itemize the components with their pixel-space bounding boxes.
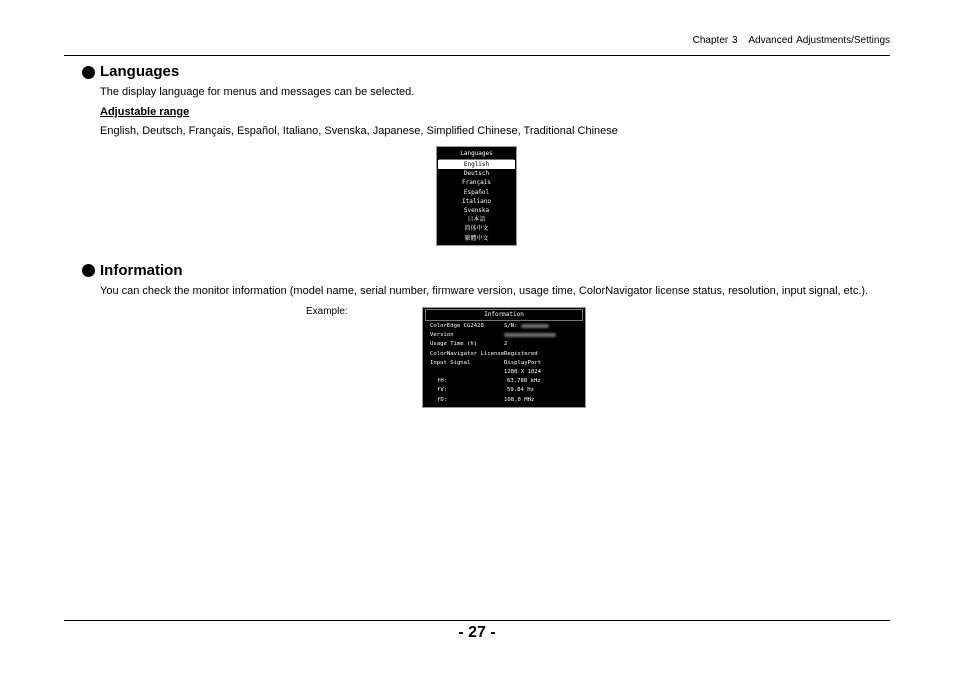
usage-time-label: Usage Time (h)	[430, 341, 478, 348]
page-header	[693, 35, 890, 46]
page-number: - 27 -	[458, 624, 496, 641]
license-label: ColorNavigator License	[430, 350, 505, 357]
fv-value: 59.84 Hz	[507, 387, 534, 394]
section-bullet-icon	[82, 66, 95, 79]
fd-label: fD:	[437, 396, 448, 403]
language-option: 日本語	[467, 216, 486, 224]
language-option: 简体中文	[464, 225, 489, 233]
input-signal-value: DisplayPort	[504, 359, 542, 366]
languages-description: The display language for menus and messages can be selected.	[100, 86, 415, 98]
language-option: English	[438, 160, 515, 169]
info-row-fv	[423, 386, 585, 395]
adjustable-range-label: Adjustable range	[100, 106, 190, 118]
section-bullet-icon	[82, 264, 95, 277]
version-value-redacted	[504, 331, 556, 340]
info-row-model	[423, 322, 585, 331]
info-row-version	[423, 331, 585, 340]
license-value: Registered	[504, 350, 538, 357]
adjustable-range-value: English, Deutsch, Français, Español, Italiano, Svenska, Japanese, Simplified Chinese, Traditional Chinese	[100, 125, 618, 137]
information-osd-panel	[422, 307, 586, 408]
usage-time-value: 2	[504, 341, 508, 348]
resolution-value: 1280 X 1024	[504, 368, 542, 375]
input-signal-label: Input Signal	[430, 359, 471, 366]
example-label: Example:	[306, 306, 348, 317]
information-heading: Information	[100, 262, 183, 279]
info-row-fd	[423, 396, 585, 405]
language-option: Deutsch	[463, 170, 490, 178]
fh-value: 63.780 kHz	[507, 378, 541, 385]
info-row-fh	[423, 377, 585, 386]
info-row-resolution	[423, 368, 585, 377]
info-row-usage	[423, 340, 585, 349]
information-osd-title: Information	[425, 309, 583, 321]
serial-redacted	[521, 324, 549, 328]
fh-label: fH:	[437, 378, 448, 385]
version-label: Version	[430, 332, 454, 339]
language-option: Français	[462, 179, 491, 187]
info-row-input	[423, 359, 585, 368]
language-option: 繁體中文	[464, 234, 489, 242]
languages-osd-title: Languages	[439, 149, 514, 160]
language-option: Svenska	[463, 206, 490, 214]
model-name: ColorEdge CG2420	[430, 323, 484, 329]
fd-value: 108.0 MHz	[504, 396, 535, 403]
language-option: Italiano	[462, 197, 491, 205]
information-description: You can check the monitor information (model name, serial number, firmware version, usage time, ColorNavigator license status, resolution, input signal, etc.).	[100, 285, 869, 297]
languages-heading: Languages	[100, 63, 180, 80]
serial-label: S/N:	[504, 322, 549, 331]
info-row-license	[423, 350, 585, 359]
chapter-title: Advanced Adjustments/Settings	[748, 35, 890, 46]
fv-label: fV:	[437, 387, 448, 394]
languages-osd-menu	[436, 146, 517, 246]
footer-divider	[64, 620, 890, 621]
language-option: Español	[463, 188, 490, 196]
chapter-label: Chapter 3	[692, 35, 738, 46]
header-divider	[64, 55, 890, 56]
